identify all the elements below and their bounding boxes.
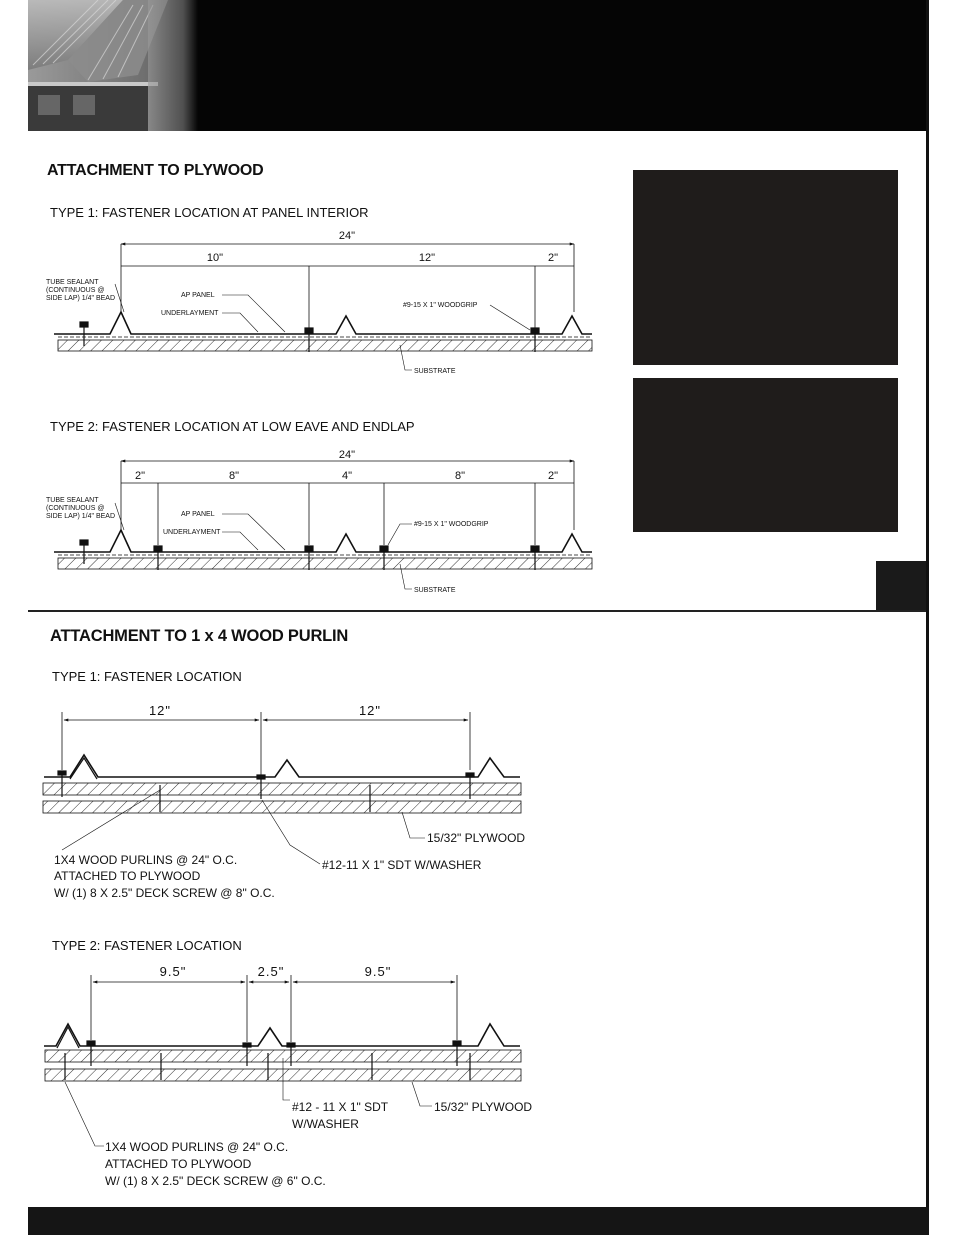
plywood-type2-dim-5: 2"	[547, 470, 559, 482]
purlin-type2-screw-label-2: W/WASHER	[292, 1117, 359, 1131]
section-divider	[28, 610, 926, 612]
purlin-type2-dimensions	[91, 975, 457, 1042]
plywood-type2-dim-3: 4"	[341, 470, 353, 482]
plywood-type1-underlayment-label: UNDERLAYMENT	[161, 310, 219, 317]
plywood-type2-section	[54, 530, 592, 570]
purlin-type1-dimensions	[62, 712, 470, 775]
purlin-type2-dim-1: 9.5"	[159, 964, 187, 979]
plywood-type2-fastener-label: #9-15 X 1" WOODGRIP	[414, 521, 489, 528]
plywood-type2-substrate-label: SUBSTRATE	[414, 587, 456, 594]
purlin-type1-section	[43, 755, 521, 813]
purlin-type1-purlin-label-3: W/ (1) 8 X 2.5" DECK SCREW @ 8" O.C.	[54, 886, 275, 900]
purlin-type1-dim-1: 12"	[148, 703, 172, 718]
plywood-type1-section	[54, 312, 592, 352]
purlin-type2-purlin-label-3: W/ (1) 8 X 2.5" DECK SCREW @ 6" O.C.	[105, 1174, 326, 1188]
footer-bar	[28, 1207, 929, 1235]
purlin-type2-purlin-label-2: ATTACHED TO PLYWOOD	[105, 1157, 252, 1171]
plywood-type1-overall-dim: 24"	[338, 230, 356, 242]
plywood-type1-fastener-label: #9-15 X 1" WOODGRIP	[403, 302, 478, 309]
plywood-type2-title: TYPE 2: FASTENER LOCATION AT LOW EAVE AND ENDLAP	[50, 419, 415, 434]
purlin-type1-plywood-label: 15/32" PLYWOOD	[427, 831, 526, 845]
sidebar-panel-top	[633, 170, 898, 365]
purlin-section-title: ATTACHMENT TO 1 x 4 WOOD PURLIN	[50, 627, 349, 645]
plywood-type1-dim-3: 2"	[547, 252, 559, 264]
plywood-type2-sealant-label-1: TUBE SEALANT	[46, 497, 99, 504]
plywood-type2-sealant-label-2: (CONTINUOUS @	[46, 505, 105, 512]
plywood-type1-substrate-label: SUBSTRATE	[414, 368, 456, 375]
plywood-type1-dim-1: 10"	[206, 252, 224, 264]
purlin-type1-purlin-label-2: ATTACHED TO PLYWOOD	[54, 869, 201, 883]
plywood-type1-title: TYPE 1: FASTENER LOCATION AT PANEL INTERIOR	[50, 205, 369, 220]
right-edge-bar	[926, 0, 929, 1235]
purlin-type1-leaders	[62, 790, 425, 864]
plywood-type2-overall-dim: 24"	[338, 449, 356, 461]
purlin-type1-screw-label: #12-11 X 1" SDT W/WASHER	[322, 858, 482, 872]
purlin-type2-purlin-label-1: 1X4 WOOD PURLINS @ 24" O.C.	[105, 1140, 289, 1154]
plywood-type2-dimensions	[121, 461, 574, 545]
metal-roof-photo	[28, 0, 198, 131]
sidebar-panel-bottom	[633, 378, 898, 532]
plywood-type1-sealant-label-1: TUBE SEALANT	[46, 279, 99, 286]
plywood-type2-sealant-label-3: SIDE LAP) 1/4" BEAD	[46, 513, 116, 520]
purlin-type2-dim-2: 2.5"	[257, 964, 285, 979]
page-tab	[876, 561, 926, 611]
plywood-type1-dimensions	[121, 244, 574, 328]
plywood-type1-panel-label: AP PANEL	[181, 292, 215, 299]
plywood-type1-dim-2: 12"	[418, 252, 436, 264]
purlin-type2-plywood-label: 15/32" PLYWOOD	[434, 1100, 533, 1114]
plywood-type2-dim-4: 8"	[454, 470, 466, 482]
purlin-type2-dim-3: 9.5"	[364, 964, 392, 979]
header-banner	[28, 0, 926, 131]
purlin-type1-dim-2: 12"	[358, 703, 382, 718]
plywood-type2-leaders	[115, 503, 412, 589]
plywood-type2-dim-1: 2"	[134, 470, 146, 482]
purlin-type2-leaders	[65, 1058, 432, 1146]
plywood-type2-panel-label: AP PANEL	[181, 511, 215, 518]
plywood-section-title: ATTACHMENT TO PLYWOOD	[47, 162, 264, 179]
purlin-type2-screw-label-1: #12 - 11 X 1" SDT	[292, 1100, 389, 1114]
purlin-type1-title: TYPE 1: FASTENER LOCATION	[52, 669, 242, 684]
plywood-type1-sealant-label-3: SIDE LAP) 1/4" BEAD	[46, 295, 116, 302]
purlin-type1-purlin-label-1: 1X4 WOOD PURLINS @ 24" O.C.	[54, 853, 238, 867]
plywood-type2-dim-2: 8"	[228, 470, 240, 482]
purlin-type2-title: TYPE 2: FASTENER LOCATION	[52, 938, 242, 953]
plywood-type1-leaders	[115, 284, 530, 370]
plywood-type2-underlayment-label: UNDERLAYMENT	[163, 529, 221, 536]
purlin-type2-section	[44, 1024, 521, 1081]
plywood-type1-sealant-label-2: (CONTINUOUS @	[46, 287, 105, 294]
